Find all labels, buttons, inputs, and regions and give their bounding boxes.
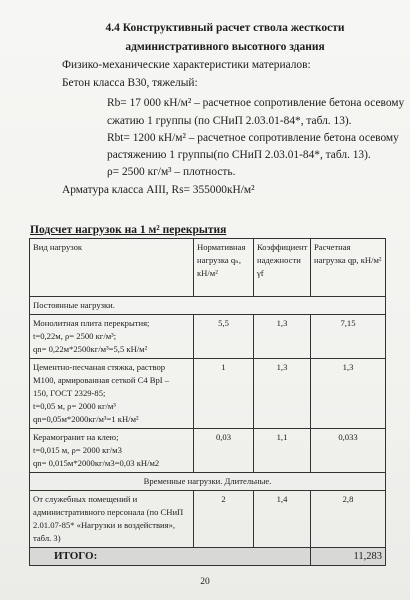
row-normative: 5,5 (194, 315, 254, 359)
row-name-line: qn= 0,015м*2000кг/м3=0,03 кН/м2 (33, 458, 160, 468)
header-name: Вид нагрузок (30, 239, 194, 297)
row-calculated: 1,3 (311, 359, 386, 429)
row-name-cell (30, 429, 194, 473)
table-row (30, 315, 386, 359)
rb-line-1: Rb= 17 000 кН/м² – расчетное сопротивление бетона осевому (107, 97, 405, 109)
table-row (30, 359, 386, 429)
section-title-line2: административного высотного здания (125, 41, 325, 53)
rbt-line-2: растяжению 1 группы(по СНиП 2.03.01-84*, табл. 13). (107, 149, 371, 161)
table-row (30, 491, 386, 548)
header-calculated: Расчетная нагрузка qр, кН/м² (311, 239, 386, 297)
rebar-line: Арматура класса AIII, Rs= 355000кН/м² (62, 184, 255, 196)
row-name-cell (30, 491, 194, 548)
row-name-line: Монолитная плита перекрытия; (33, 318, 150, 328)
header-normative: Нормативная нагрузка qₙ, кН/м² (194, 239, 254, 297)
total-value: 11,283 (311, 548, 386, 566)
row-coefficient: 1,3 (254, 315, 311, 359)
row-normative: 1 (194, 359, 254, 429)
group-label-temporary: Временные нагрузки. Длительные. (30, 473, 386, 491)
row-name-line: t=0,05 м, ρ= 2000 кг/м³ (33, 401, 116, 411)
row-normative: 2 (194, 491, 254, 548)
row-name-line: табл. 3) (33, 533, 61, 543)
concrete-class: Бетон класса В30, тяжелый: (62, 77, 198, 89)
row-name-line: Керамогранит на клею; (33, 432, 119, 442)
row-name-line: 150, ГОСТ 2329-85; (33, 388, 106, 398)
table-header-row (30, 239, 386, 297)
row-name-cell (30, 359, 194, 429)
density-line: ρ= 2500 кг/м³ – плотность. (107, 166, 236, 178)
section-title-line1: 4.4 Конструктивный расчет ствола жесткости (105, 22, 345, 34)
loads-table (29, 238, 386, 566)
rb-line-2: сжатию 1 группы (по СНиП 2.03.01-84*, табл. 13). (107, 115, 352, 127)
header-coefficient: Коэффициент надежности γf (254, 239, 311, 297)
row-calculated: 2,8 (311, 491, 386, 548)
group-label-permanent: Постоянные нагрузки. (30, 297, 386, 315)
row-name-line: Цементно-песчаная стяжка, раствор (33, 362, 166, 372)
rbt-line-1: Rbt= 1200 кН/м² – расчетное сопротивление бетона осевому (107, 132, 399, 144)
page-number: 20 (200, 577, 210, 587)
row-name-line: t=0,015 м, ρ= 2000 кг/м3 (33, 445, 122, 455)
row-name-line: t=0,22м, ρ= 2500 кг/м³; (33, 331, 117, 341)
row-calculated: 0,033 (311, 429, 386, 473)
row-coefficient: 1,3 (254, 359, 311, 429)
row-name-line: 2.01.07-85* «Нагрузки и воздействия», (33, 520, 176, 530)
table-title: Подсчет нагрузок на 1 м² перекрытия (30, 224, 227, 236)
group-row-temporary (30, 473, 386, 491)
group-row-permanent (30, 297, 386, 315)
row-normative: 0,03 (194, 429, 254, 473)
row-coefficient: 1,1 (254, 429, 311, 473)
row-name-line: qn= 0,22м*2500кг/м³=5,5 кН/м² (33, 344, 148, 354)
row-name-cell (30, 315, 194, 359)
table-row (30, 429, 386, 473)
total-row (30, 548, 386, 566)
materials-intro: Физико-механические характеристики материалов: (62, 59, 311, 71)
row-calculated: 7,15 (311, 315, 386, 359)
total-label: ИТОГО: (30, 548, 311, 566)
row-name-line: административного персонала (по СНиП (33, 507, 184, 517)
row-coefficient: 1,4 (254, 491, 311, 548)
row-name-line: От служебных помещений и (33, 494, 138, 504)
row-name-line: qn=0,05м*2000кг/м³=1 кН/м² (33, 414, 139, 424)
row-name-line: М100, армированная сеткой С4 ВрI – (33, 375, 170, 385)
